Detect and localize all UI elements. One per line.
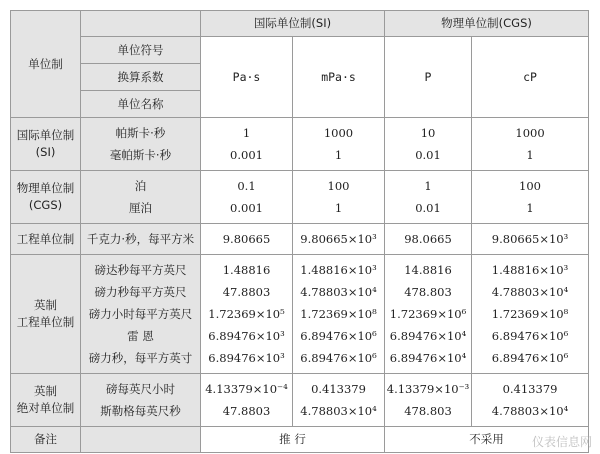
unit-symbol-p: P xyxy=(385,37,472,118)
conversion-values-col-4 xyxy=(472,118,589,171)
conversion-values-col-1 xyxy=(201,374,293,427)
unit-name: 毫帕斯卡·秒 xyxy=(109,148,172,162)
conversion-values-col-3 xyxy=(385,224,472,255)
section-label-line: 绝对单位制 xyxy=(16,401,75,415)
unit-name: 磅力秒每平方英尺 xyxy=(94,285,187,299)
unit-name: 厘泊 xyxy=(129,201,152,215)
conversion-value: 4.78803×10⁴ xyxy=(491,285,569,299)
conversion-value: 6.89476×10³ xyxy=(208,351,285,365)
conversion-values-col-1 xyxy=(201,171,293,224)
unit-symbol-pa-s: Pa·s xyxy=(201,37,293,118)
conversion-value: 1.72369×10⁵ xyxy=(208,307,285,321)
conversion-values-col-3 xyxy=(385,374,472,427)
conversion-value: 9.80665 xyxy=(222,232,271,246)
unit-name: 千克力·秒，每平方米 xyxy=(86,232,195,246)
conversion-values-col-1 xyxy=(201,224,293,255)
conversion-values-col-2 xyxy=(293,374,385,427)
conversion-value: 6.89476×10⁶ xyxy=(300,351,377,365)
conversion-value: 1.48816×10³ xyxy=(491,263,569,277)
conversion-value: 1000 xyxy=(323,126,354,140)
conversion-value: 1.72369×10⁸ xyxy=(491,307,569,321)
conversion-value: 1 xyxy=(242,126,251,140)
conversion-value: 4.13379×10⁻³ xyxy=(386,382,470,396)
conversion-value: 6.89476×10⁶ xyxy=(491,329,569,343)
unit-name: 磅达秒每平方英尺 xyxy=(94,263,187,277)
unit-name-cell xyxy=(81,374,201,427)
unit-name-cell xyxy=(81,118,201,171)
conversion-value: 1 xyxy=(334,148,343,162)
section-label xyxy=(11,171,81,224)
conversion-value: 100 xyxy=(519,179,541,193)
unit-name-cell xyxy=(81,171,201,224)
conversion-value: 47.8803 xyxy=(222,404,271,418)
conversion-values-col-1 xyxy=(201,255,293,374)
conversion-values-col-3 xyxy=(385,171,472,224)
unit-symbol-mpa-s: mPa·s xyxy=(293,37,385,118)
conversion-value: 100 xyxy=(327,179,350,193)
conversion-value: 47.8803 xyxy=(222,285,271,299)
unit-name: 雷 恩 xyxy=(127,329,154,343)
unit-name: 帕斯卡·秒 xyxy=(115,126,166,140)
unit-name: 泊 xyxy=(134,179,147,193)
conversion-value: 4.13379×10⁻⁴ xyxy=(205,382,288,396)
section-label-line: 工程单位制 xyxy=(16,315,75,329)
conversion-factor-label: 换算系数 xyxy=(81,64,201,91)
conversion-value: 4.78803×10⁴ xyxy=(300,285,377,299)
conversion-values-col-2 xyxy=(293,118,385,171)
conversion-value: 1.48816 xyxy=(222,263,271,277)
conversion-value: 0.001 xyxy=(230,148,263,162)
conversion-value: 9.80665×10³ xyxy=(491,232,569,246)
conversion-values-col-4 xyxy=(472,255,589,374)
conversion-values-col-4 xyxy=(472,374,589,427)
section-label-line: 物理单位制 xyxy=(16,181,75,195)
conversion-value: 1 xyxy=(424,179,432,193)
conversion-values-col-4 xyxy=(472,224,589,255)
unit-name-label: 单位名称 xyxy=(81,91,201,118)
conversion-values-col-2 xyxy=(293,224,385,255)
unit-name: 磅力小时每平方英尺 xyxy=(88,307,193,321)
remarks-blank-cell xyxy=(81,427,201,453)
blank-header-cell xyxy=(81,11,201,37)
conversion-value: 98.0665 xyxy=(404,232,452,246)
conversion-value: 1 xyxy=(526,201,534,215)
section-label xyxy=(11,374,81,427)
conversion-value: 6.89476×10⁴ xyxy=(389,351,467,365)
conversion-value: 478.803 xyxy=(404,404,452,418)
conversion-value: 1.48816×10³ xyxy=(300,263,377,277)
section-label-line: 英制 xyxy=(34,298,57,312)
conversion-value: 10 xyxy=(420,126,436,140)
section-label-line: (SI) xyxy=(35,145,56,159)
conversion-value: 6.89476×10⁶ xyxy=(491,351,569,365)
watermark: 仪表信息网 xyxy=(531,435,592,449)
unit-name: 磅每英尺小时 xyxy=(106,382,175,396)
unit-system-header: 单位制 xyxy=(11,11,81,118)
conversion-value: 4.78803×10⁴ xyxy=(300,404,377,418)
conversion-values-col-1 xyxy=(201,118,293,171)
cgs-system-header: 物理单位制(CGS) xyxy=(385,11,589,37)
conversion-values-col-3 xyxy=(385,255,472,374)
unit-name: 磅力秒，每平方英寸 xyxy=(88,351,193,365)
conversion-value: 14.8816 xyxy=(404,263,452,277)
conversion-values-col-2 xyxy=(293,255,385,374)
conversion-values-col-4 xyxy=(472,171,589,224)
remarks-si: 推 行 xyxy=(201,427,385,453)
remarks-cgs: 不采用 xyxy=(385,427,589,453)
unit-name-cell xyxy=(81,224,201,255)
section-label xyxy=(11,118,81,171)
unit-symbol-cp: cP xyxy=(472,37,589,118)
unit-symbol-label: 单位符号 xyxy=(81,37,201,64)
section-label-line: 工程单位制 xyxy=(16,231,75,246)
conversion-value: 478.803 xyxy=(404,285,452,299)
conversion-values-col-2 xyxy=(293,171,385,224)
conversion-value: 0.01 xyxy=(415,148,441,162)
conversion-values-col-3 xyxy=(385,118,472,171)
section-label-line: 英制 xyxy=(34,384,57,398)
conversion-value: 1 xyxy=(526,148,534,162)
conversion-value: 0.01 xyxy=(415,201,441,215)
section-label-line: 国际单位制 xyxy=(16,128,75,142)
conversion-value: 1.72369×10⁸ xyxy=(300,307,377,321)
conversion-value: 6.89476×10⁴ xyxy=(389,329,467,343)
unit-name: 斯勒格每英尺秒 xyxy=(100,404,181,418)
conversion-value: 1000 xyxy=(515,126,545,140)
conversion-value: 0.1 xyxy=(237,179,256,193)
section-label xyxy=(11,255,81,374)
si-system-header: 国际单位制(SI) xyxy=(201,11,385,37)
unit-name-cell xyxy=(81,255,201,374)
viscosity-unit-conversion-table xyxy=(10,10,589,453)
section-label xyxy=(11,224,81,255)
conversion-value: 1 xyxy=(334,201,343,215)
conversion-value: 9.80665×10³ xyxy=(300,232,377,246)
conversion-value: 0.413379 xyxy=(311,382,366,396)
section-label-line: (CGS) xyxy=(28,198,63,212)
conversion-value: 4.78803×10⁴ xyxy=(491,404,569,418)
remarks-label: 备注 xyxy=(11,427,81,453)
conversion-value: 6.89476×10³ xyxy=(208,329,285,343)
conversion-value: 0.413379 xyxy=(502,382,558,396)
conversion-value: 1.72369×10⁶ xyxy=(389,307,467,321)
conversion-value: 0.001 xyxy=(230,201,263,215)
conversion-value: 6.89476×10⁶ xyxy=(300,329,377,343)
